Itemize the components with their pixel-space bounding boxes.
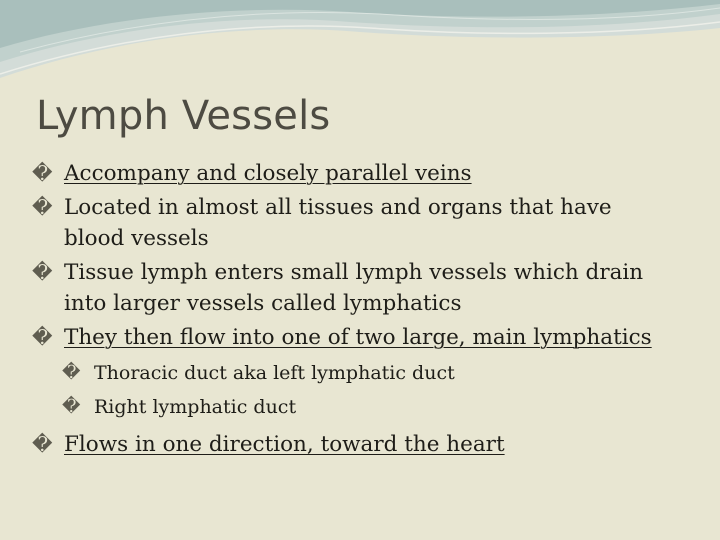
bullet-glyph: � xyxy=(32,324,53,349)
bullet-list xyxy=(32,158,712,463)
bullet-glyph: � xyxy=(32,194,53,219)
bullet-item xyxy=(32,322,712,354)
bullet-text: Located in almost all tissues and organs that have blood vessels xyxy=(64,194,612,251)
bullet-glyph: � xyxy=(32,432,53,456)
bullet-text: They then flow into one of two large, main lymphatics xyxy=(64,324,652,350)
slide-title: Lymph Vessels xyxy=(36,93,331,139)
bullet-glyph: � xyxy=(32,161,53,185)
bullet-item xyxy=(32,158,712,190)
bullet-text: Flows in one direction, toward the heart xyxy=(64,432,505,457)
bullet-text: Tissue lymph enters small lymph vessels which drain into larger vessels called lymphatics xyxy=(64,259,644,316)
bullet-glyph: � xyxy=(62,396,81,417)
bullet-text: Accompany and closely parallel veins xyxy=(64,161,472,186)
bullet-glyph: � xyxy=(32,259,53,284)
sub-bullet-item xyxy=(32,393,712,421)
bullet-item xyxy=(32,192,712,255)
sub-bullet-text: Right lymphatic duct xyxy=(94,396,297,418)
sub-bullet-text: Thoracic duct aka left lymphatic duct xyxy=(94,362,455,384)
bullet-glyph: � xyxy=(62,362,81,383)
sub-bullet-item xyxy=(32,359,712,387)
bullet-item xyxy=(32,429,712,461)
header-wave-decoration xyxy=(0,0,720,90)
bullet-item xyxy=(32,257,712,320)
